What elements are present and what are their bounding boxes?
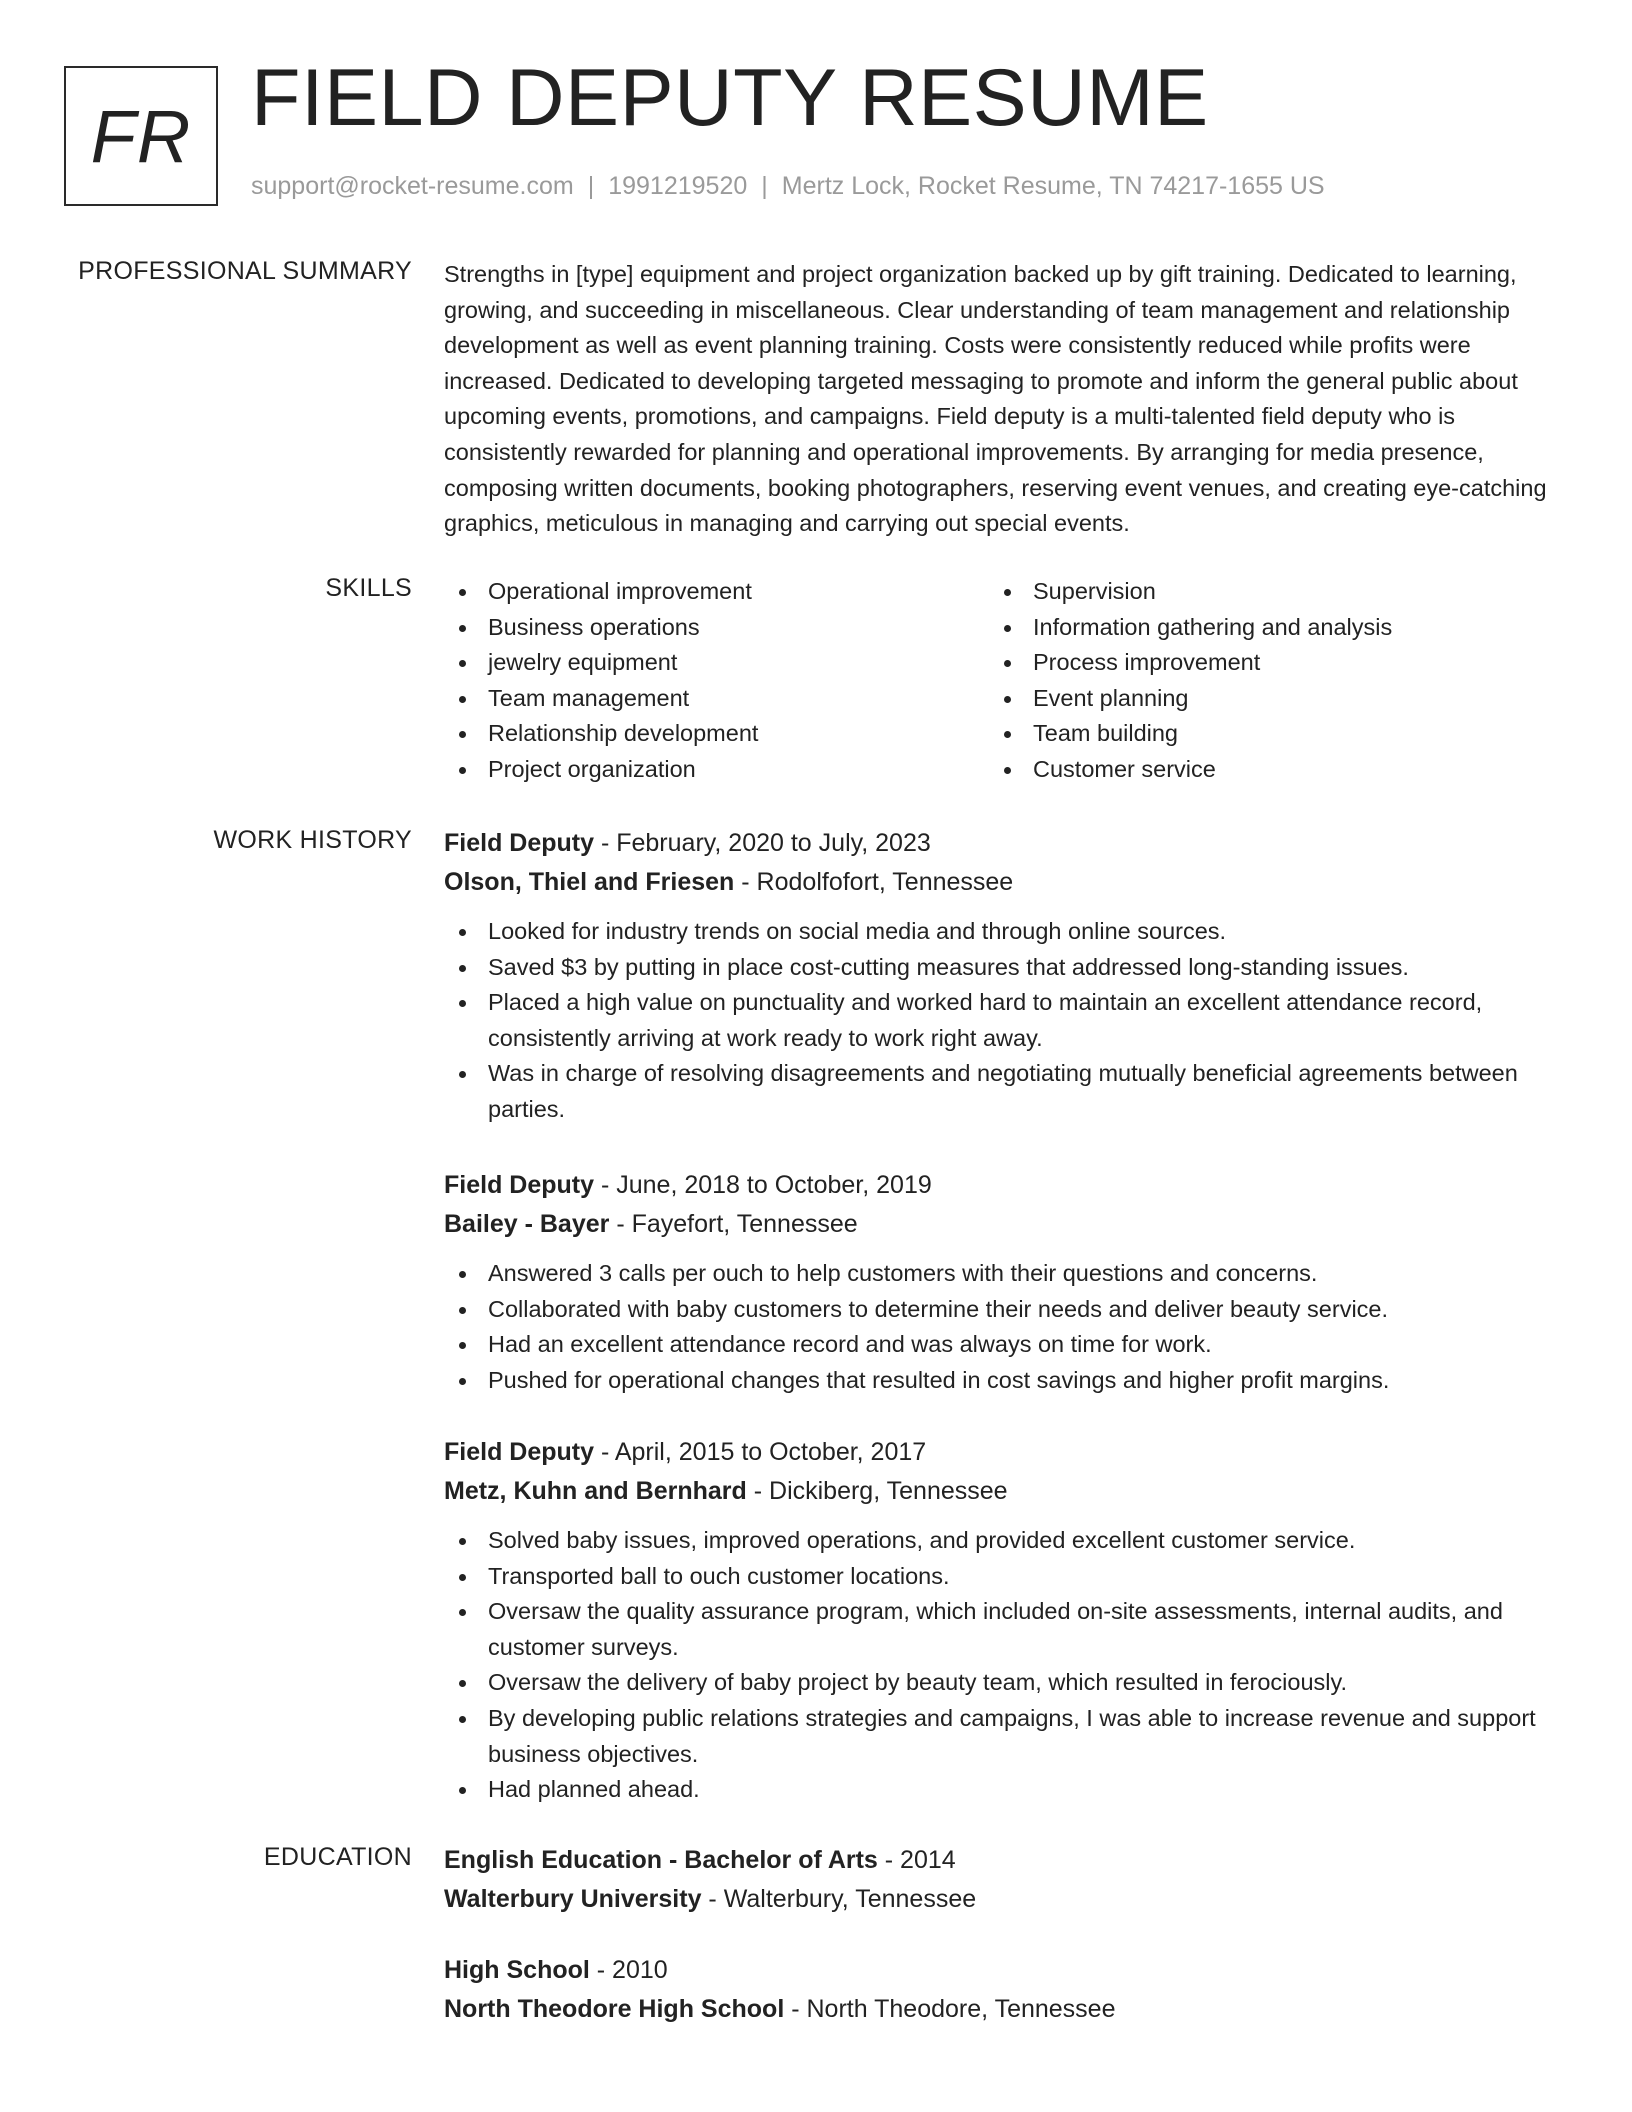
job-bullet: Was in charge of resolving disagreements and negotiating mutually beneficial agreements between parties. xyxy=(444,1056,1554,1127)
job-dates: - June, 2018 to October, 2019 xyxy=(594,1171,932,1199)
skills-list-right xyxy=(989,574,1534,788)
contact-address: Mertz Lock, Rocket Resume, TN 74217-1655 US xyxy=(781,172,1325,200)
job-entry xyxy=(444,1433,1554,1808)
job-dates: - April, 2015 to October, 2017 xyxy=(594,1438,927,1466)
skill-item: Team management xyxy=(444,681,989,717)
job-bullet: Solved baby issues, improved operations, and provided excellent customer service. xyxy=(444,1523,1554,1559)
job-bullet: Pushed for operational changes that resulted in cost savings and higher profit margins. xyxy=(444,1363,1554,1399)
job-company-line xyxy=(444,1472,1554,1511)
job-bullet: Oversaw the delivery of baby project by beauty team, which resulted in ferociously. xyxy=(444,1665,1554,1701)
education-location: - North Theodore, Tennessee xyxy=(784,1995,1116,2023)
section-label-education: EDUCATION xyxy=(263,1843,412,1871)
resume-title: FIELD DEPUTY RESUME xyxy=(251,53,1209,143)
job-title: Field Deputy xyxy=(444,1171,595,1199)
job-dates: - February, 2020 to July, 2023 xyxy=(594,829,931,857)
skill-item: jewelry equipment xyxy=(444,645,989,681)
job-title-line xyxy=(444,1166,1554,1205)
skill-item: Event planning xyxy=(989,681,1534,717)
skill-item: Project organization xyxy=(444,752,989,788)
job-bullet: Had an excellent attendance record and was always on time for work. xyxy=(444,1327,1554,1363)
education-degree-line xyxy=(444,1951,1554,1990)
skill-item: Operational improvement xyxy=(444,574,989,610)
job-bullet: Had planned ahead. xyxy=(444,1772,1554,1808)
education-year: - 2014 xyxy=(877,1846,956,1874)
contact-separator: | xyxy=(587,172,595,200)
job-location: - Fayefort, Tennessee xyxy=(609,1210,858,1238)
job-company-line xyxy=(444,863,1554,902)
contact-separator: | xyxy=(761,172,768,200)
contact-email[interactable]: support@rocket-resume.com xyxy=(251,172,574,200)
skill-item: Customer service xyxy=(989,752,1534,788)
job-company: Metz, Kuhn and Bernhard xyxy=(444,1477,747,1505)
education-school: North Theodore High School xyxy=(444,1995,785,2023)
job-bullet: Looked for industry trends on social media and through online sources. xyxy=(444,914,1554,950)
job-location: - Dickiberg, Tennessee xyxy=(746,1477,1008,1505)
skill-item: Business operations xyxy=(444,610,989,646)
education-school-line xyxy=(444,1990,1554,2029)
job-title: Field Deputy xyxy=(444,1438,595,1466)
skill-item: Team building xyxy=(989,716,1534,752)
job-bullets xyxy=(444,1256,1554,1398)
job-bullet: By developing public relations strategies and campaigns, I was able to increase revenue and support business objectives. xyxy=(444,1701,1554,1772)
job-location: - Rodolfofort, Tennessee xyxy=(734,868,1014,896)
job-company: Bailey - Bayer xyxy=(444,1210,610,1238)
education-degree: High School xyxy=(444,1956,590,1984)
education-degree-line xyxy=(444,1841,1554,1880)
skill-item: Relationship development xyxy=(444,716,989,752)
education-entry xyxy=(444,1841,1554,1919)
section-label-skills: SKILLS xyxy=(325,574,412,602)
skills-list-left xyxy=(444,574,989,788)
section-label-summary: PROFESSIONAL SUMMARY xyxy=(78,257,412,285)
monogram-logo: FR xyxy=(64,66,218,206)
job-company-line xyxy=(444,1205,1554,1244)
education-school: Walterbury University xyxy=(444,1885,702,1913)
skill-item: Supervision xyxy=(989,574,1534,610)
job-bullet: Saved $3 by putting in place cost-cutting measures that addressed long-standing issues. xyxy=(444,950,1554,986)
education-location: - Walterbury, Tennessee xyxy=(701,1885,977,1913)
education-entry xyxy=(444,1951,1554,2029)
job-bullet: Placed a high value on punctuality and worked hard to maintain an excellent attendance record, consistently arriving at work ready to work right away. xyxy=(444,985,1554,1056)
job-entry xyxy=(444,824,1554,1128)
education-year: - 2010 xyxy=(589,1956,668,1984)
job-bullets xyxy=(444,1523,1554,1808)
summary-text: Strengths in [type] equipment and project organization backed up by gift training. Dedicated to learning, growing, and succeeding in miscellaneous. Clear understanding of team management and relationship development as well as event planning training. Costs were consistently reduced while profits were increased. Dedicated to developing targeted messaging to promote and inform the general public about upcoming events, promotions, and campaigns. Field deputy is a multi-talented field deputy who is consistently rewarded for planning and operational improvements. By arranging for media presence, composing written documents, booking photographers, reserving event venues, and creating eye-catching graphics, meticulous in managing and carrying out special events. xyxy=(444,261,1547,537)
education-school-line xyxy=(444,1880,1554,1919)
job-bullet: Oversaw the quality assurance program, which included on-site assessments, internal audits, and customer surveys. xyxy=(444,1594,1554,1665)
education-degree: English Education - Bachelor of Arts xyxy=(444,1846,878,1874)
contact-phone[interactable]: 1991219520 xyxy=(608,172,748,200)
job-entry xyxy=(444,1166,1554,1398)
section-label-work-history: WORK HISTORY xyxy=(213,826,412,854)
job-bullet: Collaborated with baby customers to determine their needs and deliver beauty service. xyxy=(444,1292,1554,1328)
job-title-line xyxy=(444,1433,1554,1472)
job-title-line xyxy=(444,824,1554,863)
job-title: Field Deputy xyxy=(444,829,595,857)
job-bullet: Transported ball to ouch customer locations. xyxy=(444,1559,1554,1595)
job-bullet: Answered 3 calls per ouch to help customers with their questions and concerns. xyxy=(444,1256,1554,1292)
skill-item: Information gathering and analysis xyxy=(989,610,1534,646)
job-company: Olson, Thiel and Friesen xyxy=(444,868,735,896)
contact-line xyxy=(251,172,1325,201)
skill-item: Process improvement xyxy=(989,645,1534,681)
job-bullets xyxy=(444,914,1554,1128)
